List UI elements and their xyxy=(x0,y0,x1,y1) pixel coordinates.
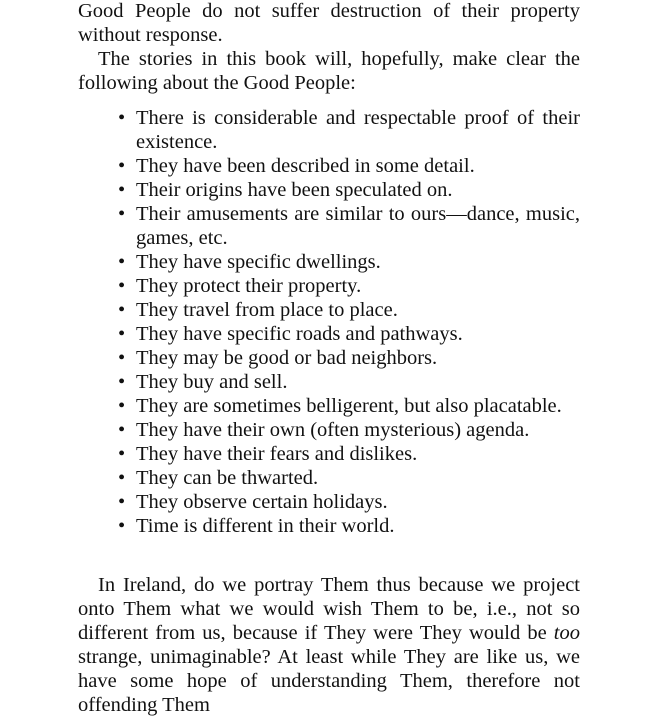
list-item-text: Time is different in their world. xyxy=(136,515,395,537)
bullet-icon: • xyxy=(118,491,126,513)
bullet-icon: • xyxy=(118,155,126,177)
bullet-icon: • xyxy=(118,179,126,201)
bullet-icon: • xyxy=(118,203,126,225)
bullet-icon: • xyxy=(118,299,126,321)
list-item xyxy=(118,322,580,346)
list-item-text: There is considerable and respectable proof of their existence. xyxy=(136,107,580,153)
list-item-text: Their origins have been speculated on. xyxy=(136,179,453,201)
bullet-icon: • xyxy=(118,395,126,417)
list-item-text: They can be thwarted. xyxy=(136,467,319,489)
list-item-text: They have specific dwellings. xyxy=(136,251,381,273)
bullet-icon: • xyxy=(118,251,126,273)
closing-emphasis: too xyxy=(553,622,580,644)
list-item-text: They travel from place to place. xyxy=(136,299,398,321)
list-item-text: Their amusements are similar to ours—dance, music, games, etc. xyxy=(136,203,580,249)
list-item xyxy=(118,370,580,394)
list-item xyxy=(118,106,580,154)
list-item xyxy=(118,442,580,466)
list-item xyxy=(118,418,580,442)
list-item xyxy=(118,346,580,370)
closing-paragraph xyxy=(78,573,580,716)
closing-text-after: strange, unimaginable? At least while They are like us, we have some hope of understanding Them, therefore not offending Them xyxy=(78,646,580,716)
list-item xyxy=(118,466,580,490)
intro-paragraph: Good People do not suffer destruction of their property without response. xyxy=(78,0,580,46)
list-item xyxy=(118,298,580,322)
bullet-icon: • xyxy=(118,107,126,129)
list-item-text: They have their own (often mysterious) agenda. xyxy=(136,419,530,441)
list-item-text: They have been described in some detail. xyxy=(136,155,475,177)
bullet-icon: • xyxy=(118,467,126,489)
bullet-icon: • xyxy=(118,515,126,537)
list-item xyxy=(118,250,580,274)
bullet-icon: • xyxy=(118,323,126,345)
bullet-icon: • xyxy=(118,419,126,441)
bullet-icon: • xyxy=(118,371,126,393)
list-item xyxy=(118,274,580,298)
list-item-text: They protect their property. xyxy=(136,275,362,297)
good-people-traits-list xyxy=(118,106,580,538)
list-item xyxy=(118,202,580,250)
list-item-text: They have their fears and dislikes. xyxy=(136,443,418,465)
list-item xyxy=(118,394,580,418)
list-item xyxy=(118,154,580,178)
bullet-icon: • xyxy=(118,347,126,369)
list-item-text: They buy and sell. xyxy=(136,371,288,393)
lead-in-paragraph: The stories in this book will, hopefully, make clear the following about the Good People: xyxy=(78,48,580,94)
list-item xyxy=(118,514,580,538)
list-item xyxy=(118,178,580,202)
closing-text-before: In Ireland, do we portray Them thus because we project onto Them what we would wish Them to be, i.e., not so different from us, because if They were They would be xyxy=(78,574,580,644)
list-item xyxy=(118,490,580,514)
list-item-text: They have specific roads and pathways. xyxy=(136,323,463,345)
list-item-text: They are sometimes belligerent, but also placatable. xyxy=(136,395,562,417)
bullet-icon: • xyxy=(118,275,126,297)
list-item-text: They may be good or bad neighbors. xyxy=(136,347,438,369)
bullet-icon: • xyxy=(118,443,126,465)
list-item-text: They observe certain holidays. xyxy=(136,491,388,513)
